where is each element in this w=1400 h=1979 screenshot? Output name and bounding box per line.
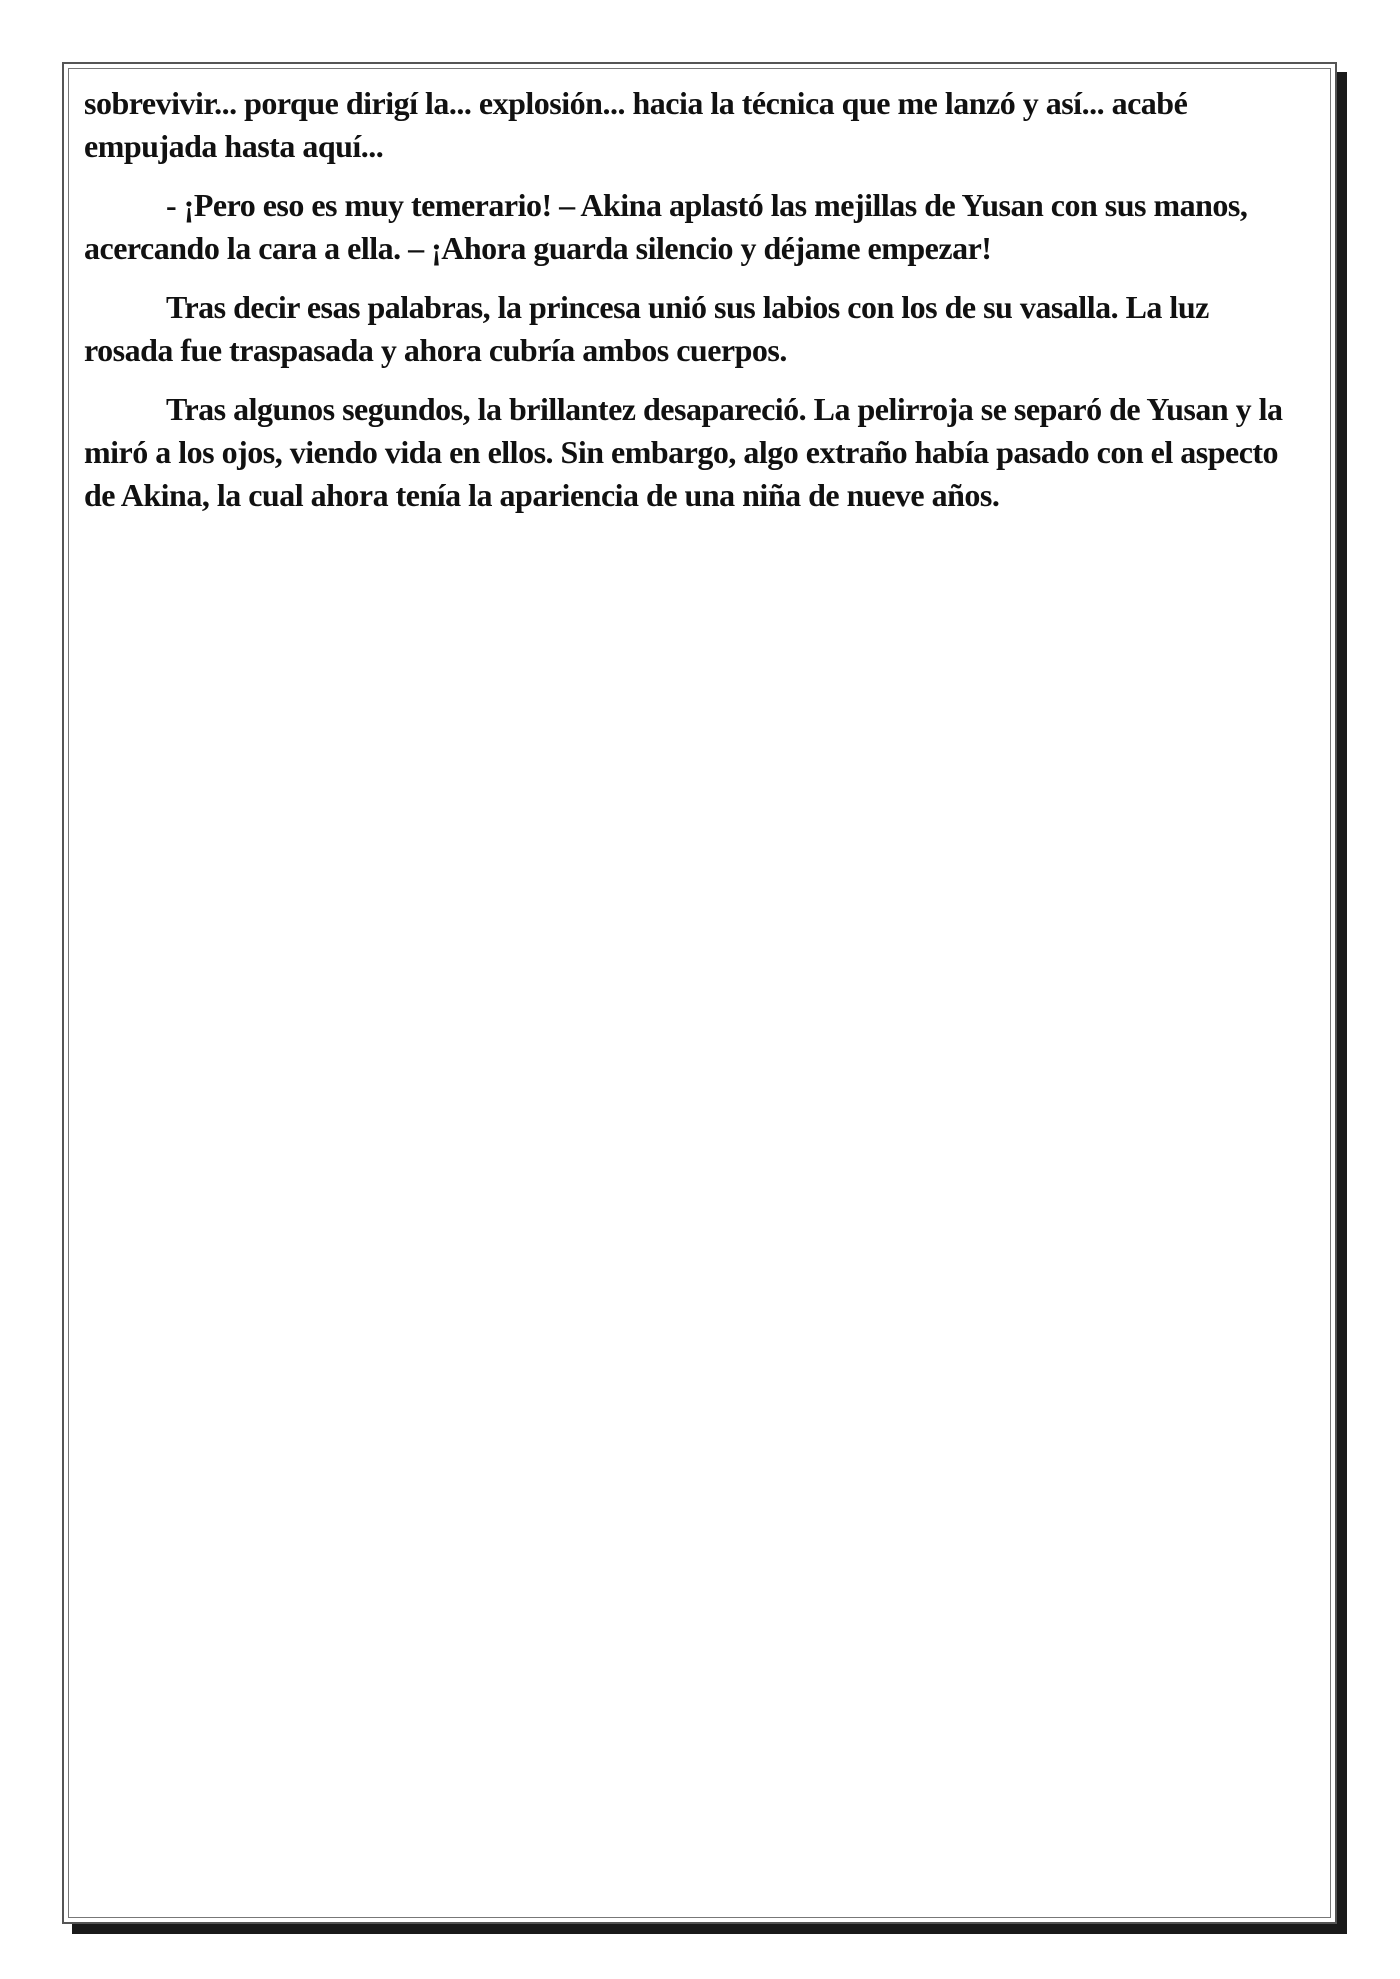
paragraph-1: sobrevivir... porque dirigí la... explosión... hacia la técnica que me lanzó y así... acabé empujada hasta aquí... [84,85,1188,164]
paragraph-2: - ¡Pero eso es muy temerario! – Akina aplastó las mejillas de Yusan con sus manos, acercando la cara a ella. – ¡Ahora guarda silencio y déjame empezar! [84,187,1248,266]
paragraph-3: Tras decir esas palabras, la princesa unió sus labios con los de su vasalla. La luz rosada fue traspasada y ahora cubría ambos cuerpos. [84,289,1209,368]
text-body [84,82,1302,533]
paragraph-4: Tras algunos segundos, la brillantez desapareció. La pelirroja se separó de Yusan y la miró a los ojos, viendo vida en ellos. Sin embargo, algo extraño había pasado con el aspecto de Akina, la cual ahora tenía la apariencia de una niña de nueve años. [84,391,1283,513]
